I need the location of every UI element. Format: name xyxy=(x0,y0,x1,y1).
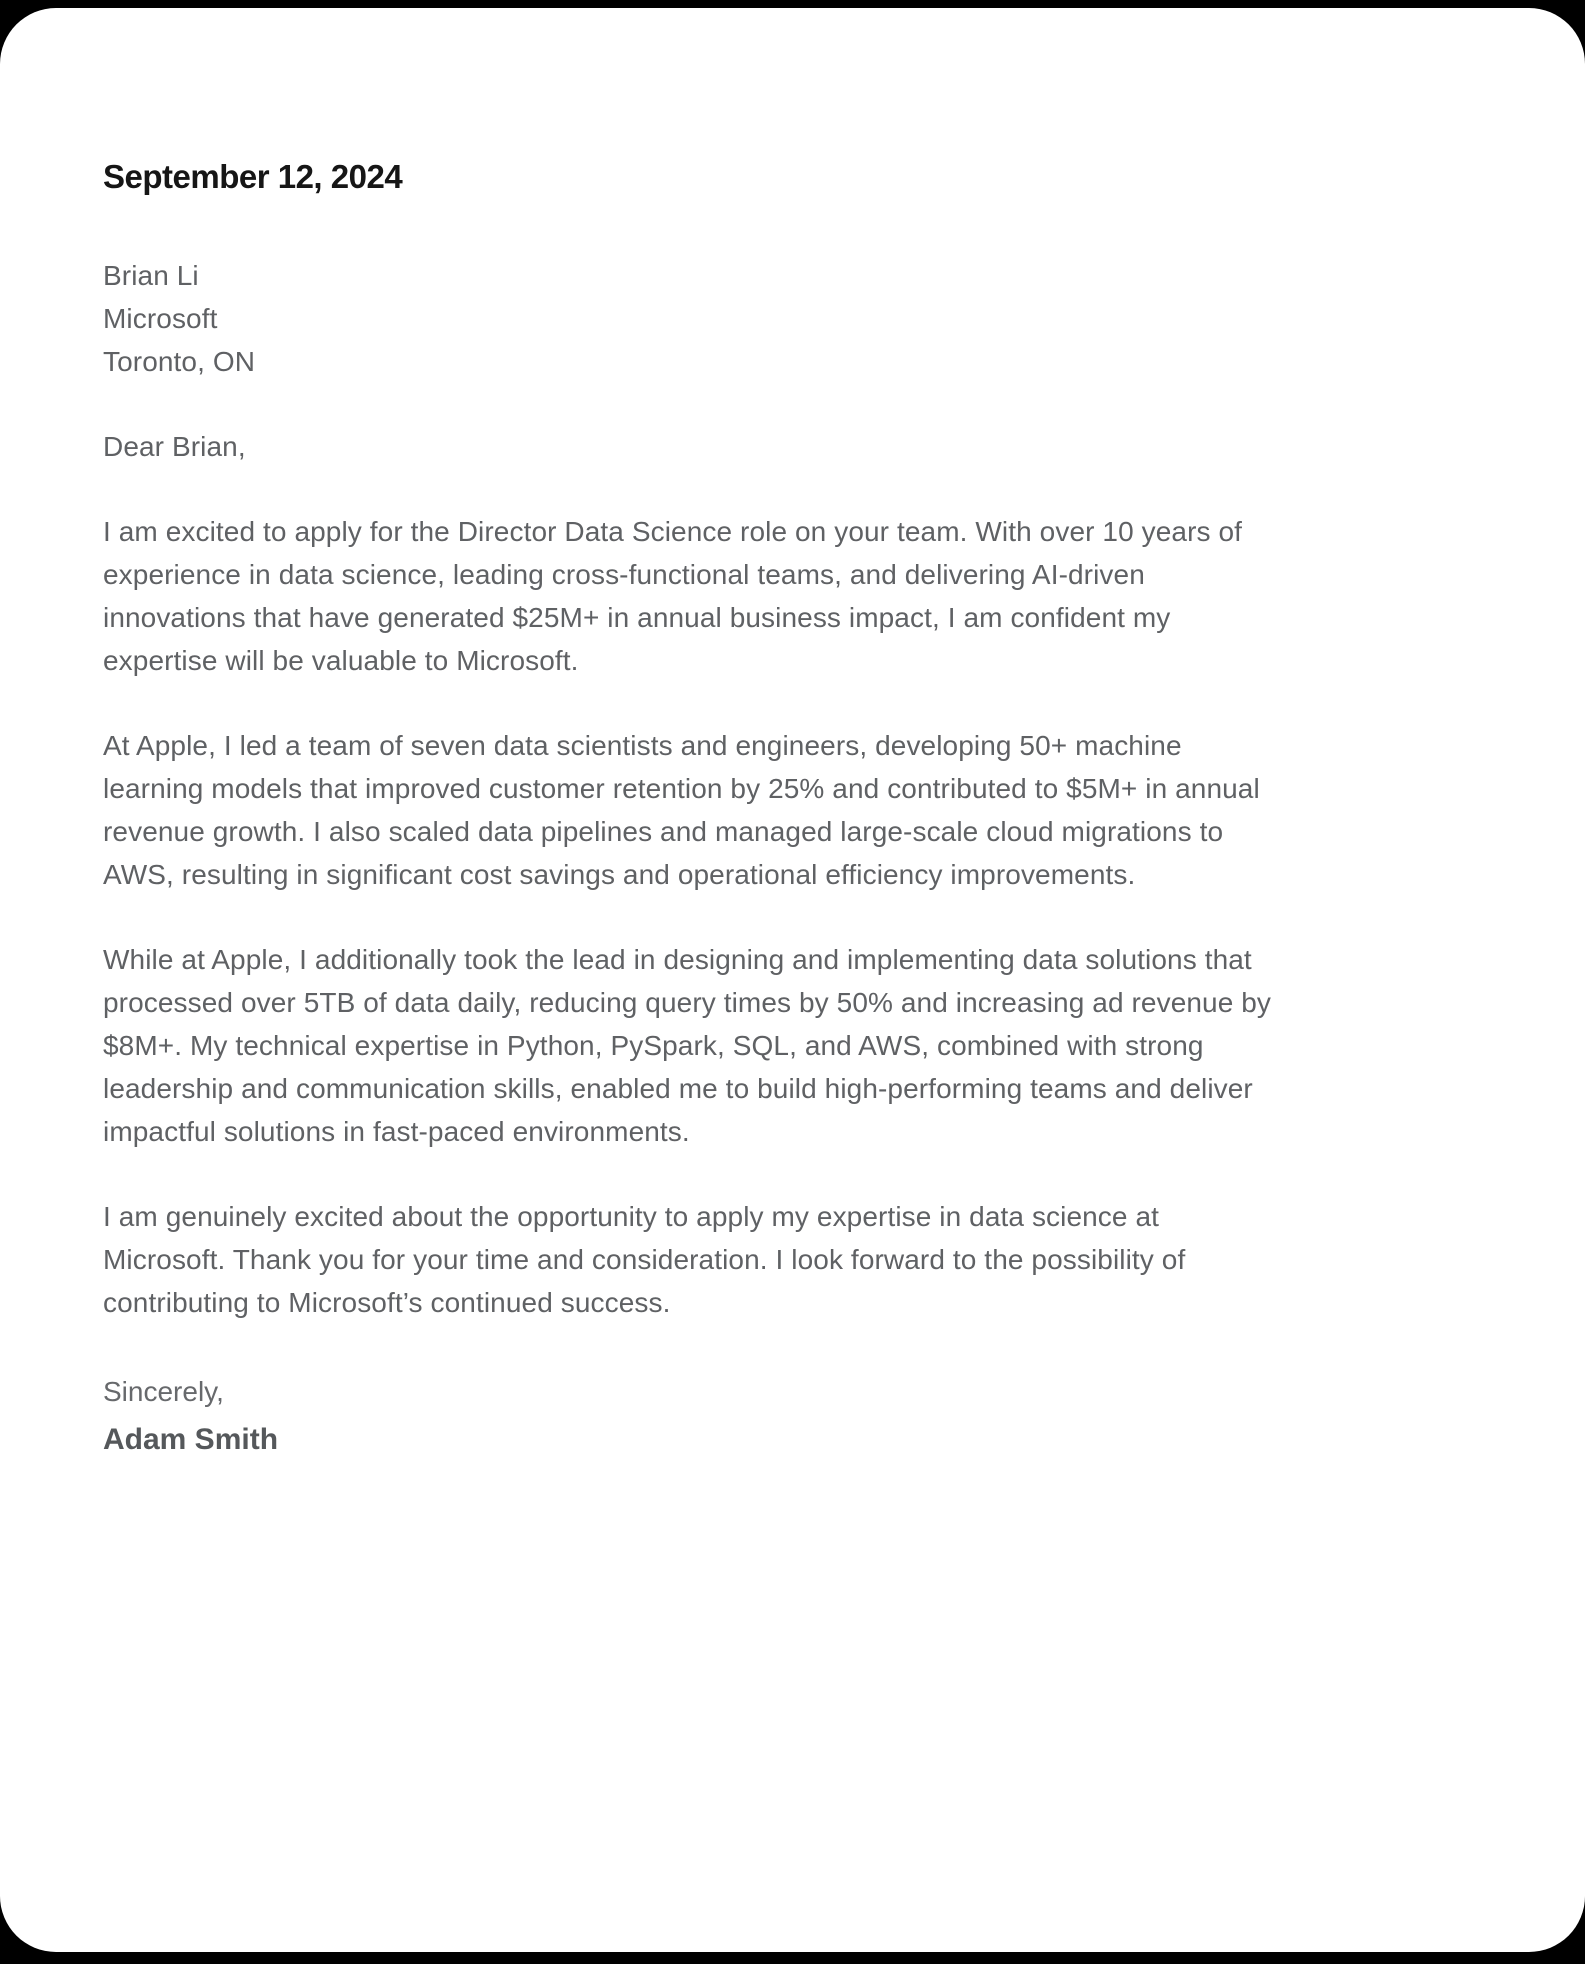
recipient-address-block xyxy=(103,254,1288,383)
salutation: Dear Brian, xyxy=(103,431,246,462)
closing-word: Sincerely, xyxy=(103,1376,224,1407)
paragraph-closing-interest: I am genuinely excited about the opportunity to apply my expertise in data science at Microsoft. Thank you for your time and consideration. I look forward to the possibility of contributing to Microsoft’s continued success. xyxy=(103,1201,1186,1318)
closing-block xyxy=(103,1370,1288,1463)
paragraph-experience-apple: At Apple, I led a team of seven data scientists and engineers, developing 50+ machine learning models that improved customer retention by 25% and contributed to $5M+ in annual revenue growth. I also scaled data pipelines and managed large-scale cloud migrations to AWS, resulting in significant cost savings and operational efficiency improvements. xyxy=(103,730,1260,890)
recipient-name: Brian Li xyxy=(103,260,199,291)
signature-name: Adam Smith xyxy=(103,1423,279,1456)
letter-page xyxy=(0,8,1585,1952)
paragraph-intro: I am excited to apply for the Director Data Science role on your team. With over 10 years of experience in data science, leading cross-functional teams, and delivering AI-driven innovations that have generated $25M+ in annual business impact, I am confident my expertise will be valuable to Microsoft. xyxy=(103,516,1243,676)
recipient-location: Toronto, ON xyxy=(103,346,256,377)
paragraph-technical-expertise: While at Apple, I additionally took the lead in designing and implementing data solutions that processed over 5TB of data daily, reducing query times by 50% and increasing ad revenue by $8M+. My technical expertise in Python, PySpark, SQL, and AWS, combined with strong leadership and communication skills, enabled me to build high-performing teams and deliver impactful solutions in fast-paced environments. xyxy=(103,944,1272,1147)
recipient-company: Microsoft xyxy=(103,303,218,334)
letter-date: September 12, 2024 xyxy=(103,158,403,195)
letter-body xyxy=(103,158,1288,1463)
